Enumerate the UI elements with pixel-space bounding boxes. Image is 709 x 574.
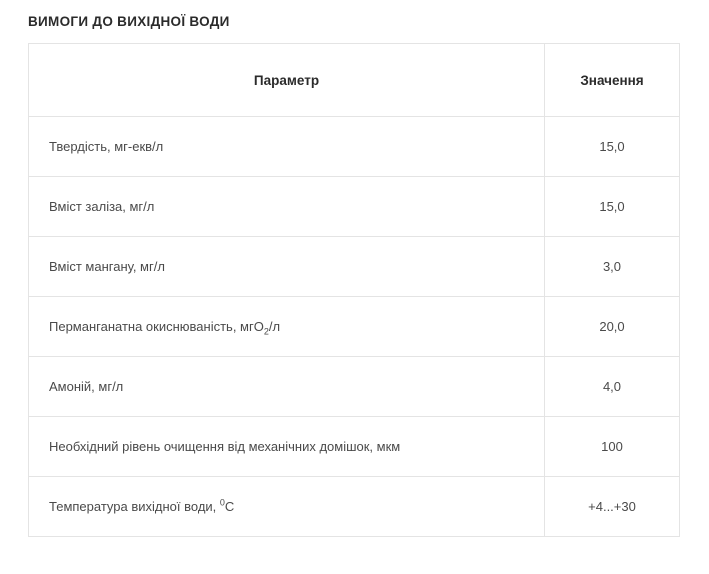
value-cell: +4...+30 <box>545 477 680 537</box>
column-header-parameter: Параметр <box>29 44 545 117</box>
table-row <box>29 237 680 297</box>
value-cell: 4,0 <box>545 357 680 417</box>
table-row <box>29 297 680 357</box>
table-row <box>29 117 680 177</box>
parameter-cell <box>29 297 545 357</box>
parameter-cell <box>29 477 545 537</box>
parameter-text-suffix: С <box>224 499 235 514</box>
value-cell: 15,0 <box>545 177 680 237</box>
parameter-text: Вміст мангану, мг/л <box>49 259 165 274</box>
parameter-superscript: 0 <box>219 497 225 508</box>
parameter-text: Температура вихідної води, <box>49 499 220 514</box>
parameter-cell <box>29 357 545 417</box>
table-header-row <box>29 44 680 117</box>
parameter-cell <box>29 417 545 477</box>
table-row <box>29 177 680 237</box>
parameter-text: Перманганатна окиснюваність, мгО <box>49 319 264 334</box>
table-body <box>29 117 680 537</box>
parameter-text-suffix: /л <box>268 319 281 334</box>
table-row <box>29 417 680 477</box>
parameter-text: Вміст заліза, мг/л <box>49 199 155 214</box>
value-cell: 20,0 <box>545 297 680 357</box>
value-cell: 100 <box>545 417 680 477</box>
parameter-cell <box>29 237 545 297</box>
table-row <box>29 477 680 537</box>
parameter-subscript: 2 <box>263 326 269 337</box>
parameter-text: Твердість, мг-екв/л <box>49 139 164 154</box>
column-header-value: Значення <box>545 44 680 117</box>
parameter-cell <box>29 117 545 177</box>
value-cell: 3,0 <box>545 237 680 297</box>
parameter-cell <box>29 177 545 237</box>
parameter-text: Необхідний рівень очищення від механічних домішок, мкм <box>49 439 401 454</box>
value-cell: 15,0 <box>545 117 680 177</box>
page-title: ВИМОГИ ДО ВИХІДНОЇ ВОДИ <box>28 14 230 29</box>
requirements-table <box>28 43 680 537</box>
parameter-text: Амоній, мг/л <box>49 379 124 394</box>
table-row <box>29 357 680 417</box>
table-header <box>29 44 680 117</box>
